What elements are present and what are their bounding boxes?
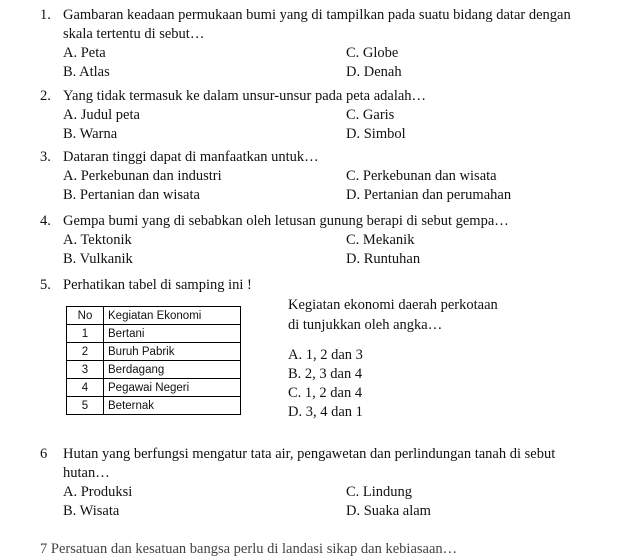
option-c: C. Lindung xyxy=(346,484,413,500)
option-b: B. Warna xyxy=(63,126,118,142)
table-header-no: No xyxy=(67,307,104,325)
options-row xyxy=(40,125,600,144)
options-row xyxy=(40,63,600,82)
question-2-stem xyxy=(40,87,600,106)
question-6-stem xyxy=(40,445,600,483)
options-row xyxy=(40,44,600,63)
option-a: A. 1, 2 dan 3 xyxy=(288,347,363,363)
table-row xyxy=(67,343,241,361)
option-c: C. Globe xyxy=(346,45,399,61)
option-a: A. Produksi xyxy=(63,484,133,500)
question-5-side-text-1: Kegiatan ekonomi daerah perkotaan xyxy=(288,297,498,313)
option-a: A. Tektonik xyxy=(63,232,132,248)
question-4-stem xyxy=(40,212,600,231)
question-number: 5. xyxy=(40,277,51,293)
table-cell-activity: Pegawai Negeri xyxy=(104,379,241,397)
question-text: Hutan yang berfungsi mengatur tata air, pengawetan dan perlindungan tanah di sebut hutan… xyxy=(63,446,556,481)
option-c: C. Perkebunan dan wisata xyxy=(346,168,497,184)
options-row xyxy=(40,186,600,205)
table-cell-no: 2 xyxy=(67,343,104,361)
question-number: 6 xyxy=(40,446,48,462)
table-cell-no: 4 xyxy=(67,379,104,397)
question-text: Gambaran keadaan permukaan bumi yang di tampilkan pada suatu bidang datar dengan skala tertentu di sebut… xyxy=(63,7,571,42)
question-number: 4. xyxy=(40,213,51,229)
table-cell-activity: Beternak xyxy=(104,397,241,415)
option-a: A. Judul peta xyxy=(63,107,140,123)
table-cell-no: 1 xyxy=(67,325,104,343)
table-cell-activity: Bertani xyxy=(104,325,241,343)
options-row xyxy=(40,231,600,250)
option-d: D. 3, 4 dan 1 xyxy=(288,404,363,420)
question-1 xyxy=(40,6,600,82)
question-3-stem xyxy=(40,148,600,167)
question-4 xyxy=(40,212,600,269)
option-b: B. Wisata xyxy=(63,503,120,519)
table-header-row xyxy=(67,307,241,325)
option-c: C. Mekanik xyxy=(346,232,415,248)
option-b: B. Atlas xyxy=(63,64,110,80)
question-number: 1. xyxy=(40,7,51,23)
question-3 xyxy=(40,148,600,205)
table-cell-activity: Berdagang xyxy=(104,361,241,379)
option-b: B. 2, 3 dan 4 xyxy=(288,366,363,382)
table-cell-activity: Buruh Pabrik xyxy=(104,343,241,361)
table-row xyxy=(67,325,241,343)
option-d: D. Denah xyxy=(346,64,402,80)
question-5-side-text-2: di tunjukkan oleh angka… xyxy=(288,317,443,333)
option-b: B. Vulkanik xyxy=(63,251,133,267)
table-cell-no: 3 xyxy=(67,361,104,379)
question-text: Yang tidak termasuk ke dalam unsur-unsur pada peta adalah… xyxy=(63,88,427,104)
table-row xyxy=(67,379,241,397)
question-6 xyxy=(40,445,600,521)
economic-activity-table xyxy=(66,306,241,415)
question-5 xyxy=(40,276,600,295)
table-row xyxy=(67,397,241,415)
question-number: 3. xyxy=(40,149,51,165)
question-text: Perhatikan tabel di samping ini ! xyxy=(63,277,252,293)
question-2 xyxy=(40,87,600,144)
option-c: C. 1, 2 dan 4 xyxy=(288,385,363,401)
question-number: 2. xyxy=(40,88,51,104)
option-d: D. Pertanian dan perumahan xyxy=(346,187,512,203)
table-header-activity: Kegiatan Ekonomi xyxy=(104,307,241,325)
question-7-cutoff: 7 Persatuan dan kesatuan bangsa perlu di landasi sikap dan kebiasaan… xyxy=(40,541,458,557)
question-5-stem xyxy=(40,276,600,295)
question-text: Gempa bumi yang di sebabkan oleh letusan gunung berapi di sebut gempa… xyxy=(63,213,509,229)
option-c: C. Garis xyxy=(346,107,395,123)
option-d: D. Simbol xyxy=(346,126,406,142)
option-d: D. Runtuhan xyxy=(346,251,421,267)
option-b: B. Pertanian dan wisata xyxy=(63,187,200,203)
option-a: A. Perkebunan dan industri xyxy=(63,168,222,184)
options-row xyxy=(40,250,600,269)
options-row xyxy=(40,483,600,502)
options-row xyxy=(40,167,600,186)
question-text: Dataran tinggi dapat di manfaatkan untuk… xyxy=(63,149,319,165)
question-1-stem xyxy=(40,6,600,44)
table-row xyxy=(67,361,241,379)
options-row xyxy=(40,502,600,521)
option-d: D. Suaka alam xyxy=(346,503,431,519)
options-row xyxy=(40,106,600,125)
table-cell-no: 5 xyxy=(67,397,104,415)
option-a: A. Peta xyxy=(63,45,106,61)
